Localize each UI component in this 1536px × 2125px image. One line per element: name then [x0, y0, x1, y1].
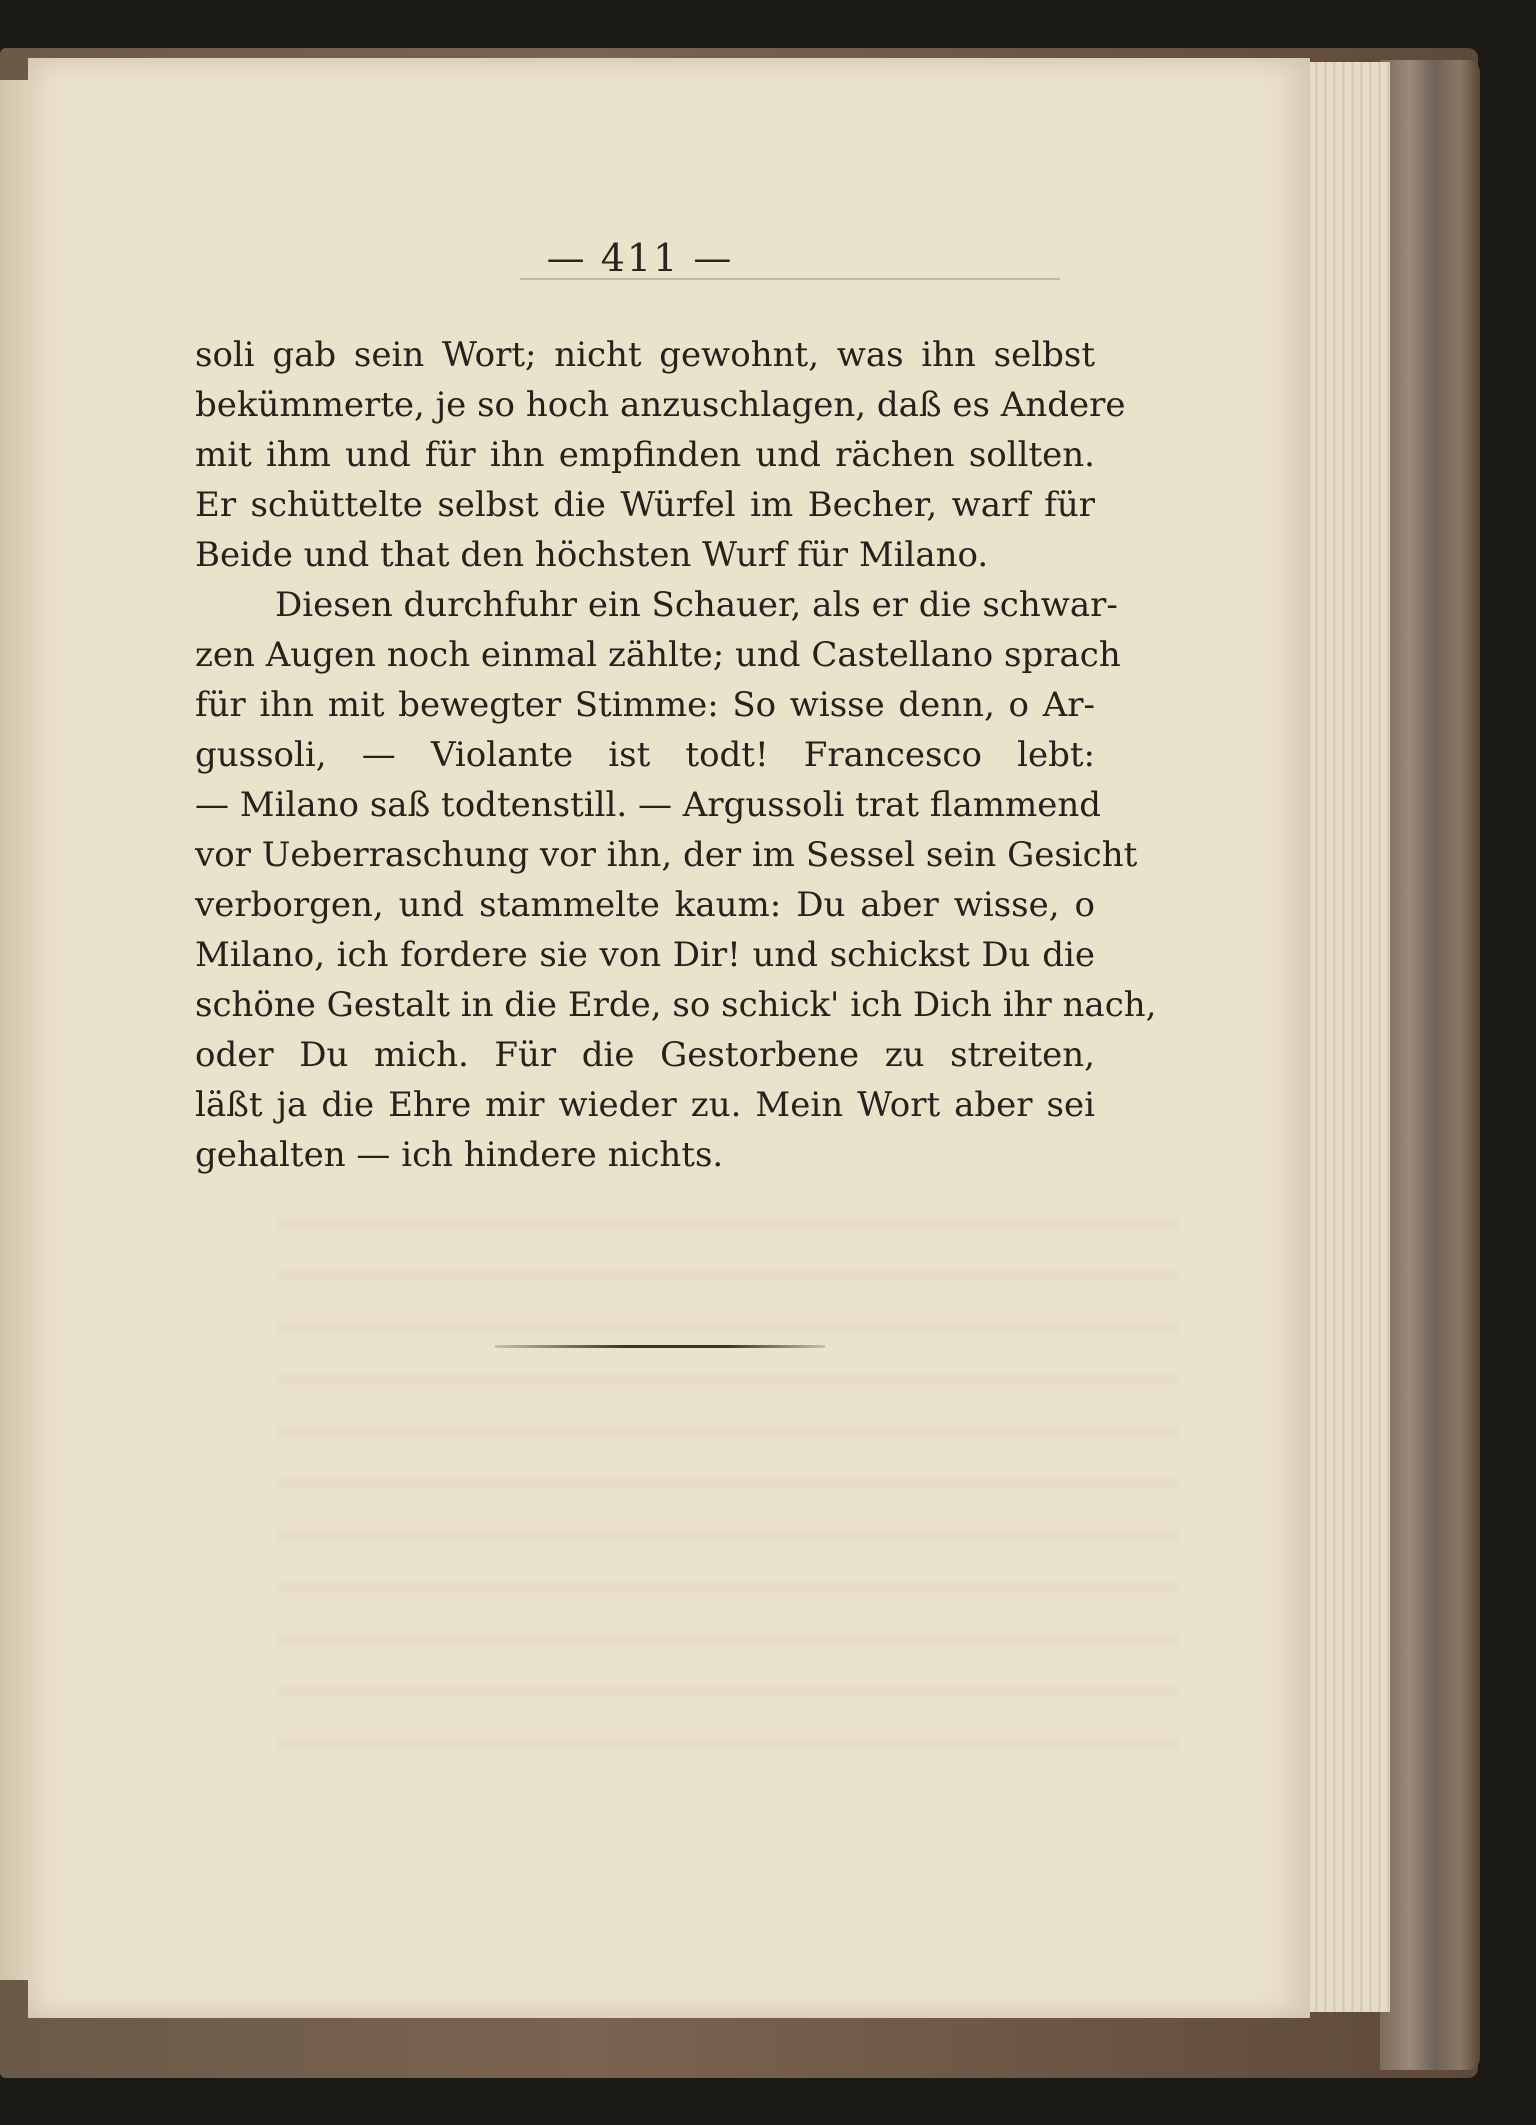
text-line: zen Augen noch einmal zählte; und Castellano sprach [195, 635, 1121, 675]
page-stack-edge [1300, 62, 1390, 2012]
text-line: für ihn mit bewegter Stimme: So wisse denn, o Ar- [195, 685, 1095, 725]
running-head: — 411 — [546, 236, 734, 280]
text-line: mit ihm und für ihn empfinden und rächen sollten. [195, 435, 1095, 475]
section-divider [495, 1345, 825, 1348]
text-line: — Milano saß todtenstill. — Argussoli trat flammend [195, 785, 1102, 825]
body-text [195, 330, 1157, 1180]
facing-page-edge [0, 80, 30, 1980]
text-line: Beide und that den höchsten Wurf für Milano. [195, 535, 989, 575]
cover-edge [1380, 60, 1480, 2070]
text-line: oder Du mich. Für die Gestorbene zu streiten, [195, 1035, 1095, 1075]
show-through-text [278, 1178, 1178, 1778]
header-rule [520, 278, 1060, 280]
text-line: verborgen, und stammelte kaum: Du aber wisse, o [195, 885, 1095, 925]
text-line: vor Ueberraschung vor ihn, der im Sessel sein Gesicht [195, 835, 1138, 875]
text-line: läßt ja die Ehre mir wieder zu. Mein Wort aber sei [195, 1085, 1095, 1125]
text-line: Er schüttelte selbst die Würfel im Becher, warf für [195, 485, 1095, 525]
text-line: Diesen durchfuhr ein Schauer, als er die schwar- [275, 585, 1118, 625]
text-line: bekümmerte, je so hoch anzuschlagen, daß es Andere [195, 385, 1126, 425]
text-line: soli gab sein Wort; nicht gewohnt, was ihn selbst [195, 335, 1095, 375]
text-line: gehalten — ich hindere nichts. [195, 1135, 724, 1175]
text-line: gussoli, — Violante ist todt! Francesco lebt: [195, 735, 1095, 775]
text-line: Milano, ich fordere sie von Dir! und schickst Du die [195, 935, 1095, 975]
text-line: schöne Gestalt in die Erde, so schick' ich Dich ihr nach, [195, 985, 1157, 1025]
